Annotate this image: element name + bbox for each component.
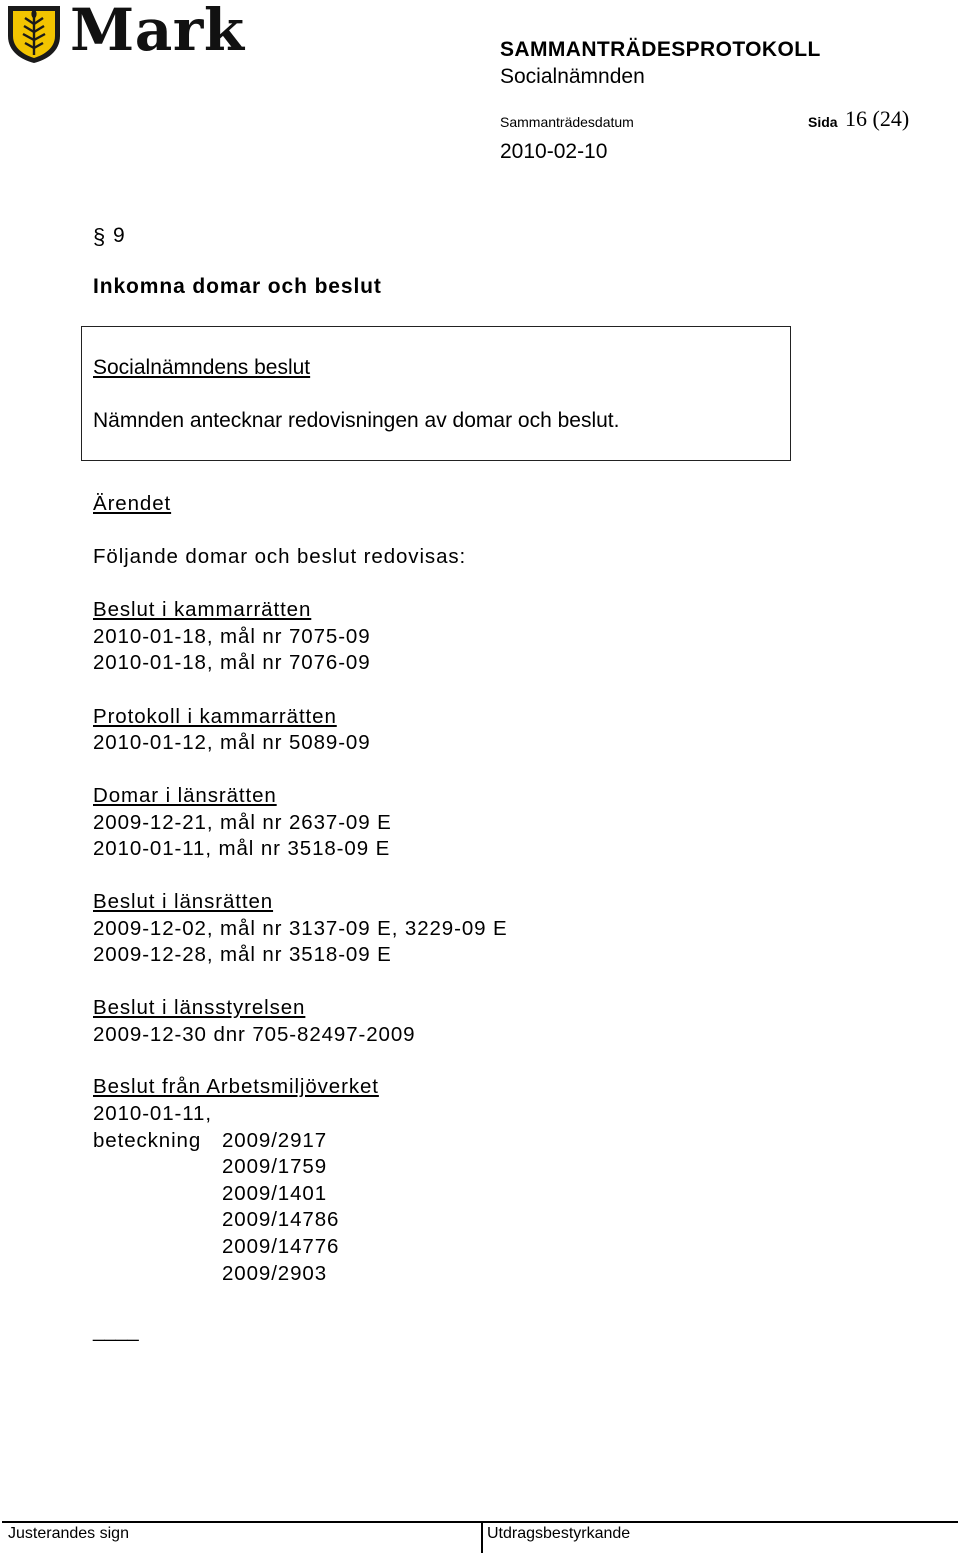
group-heading: Protokoll i kammarrätten (93, 705, 337, 728)
end-mark: ____ (93, 1319, 139, 1342)
group-line: 2009-12-02, mål nr 3137-09 E, 3229-09 E (93, 917, 508, 940)
paragraph-sign: § (93, 224, 106, 249)
group-line: 2009-12-28, mål nr 3518-09 E (93, 943, 392, 966)
reference-number: 2009/2903 (222, 1262, 328, 1285)
section-heading: Inkomna domar och beslut (93, 275, 382, 298)
reference-number: 2009/14786 (222, 1208, 340, 1231)
group-line: 2010-01-18, mål nr 7076-09 (93, 651, 371, 674)
matter-intro: Följande domar och beslut redovisas: (93, 545, 467, 568)
group-line: 2010-01-11, (93, 1102, 212, 1125)
group-heading: Beslut i länsrätten (93, 890, 274, 913)
certification-field-label: Utdragsbestyrkande (487, 1525, 631, 1542)
group-heading: Domar i länsrätten (93, 784, 277, 807)
logo-wordmark: Mark (70, 0, 245, 64)
meeting-date: 2010-02-10 (500, 140, 608, 163)
group-heading: Beslut från Arbetsmiljöverket (93, 1075, 379, 1098)
reference-label: beteckning (93, 1129, 202, 1152)
decision-title: Socialnämndens beslut (93, 356, 311, 379)
footer-divider (2, 1521, 958, 1523)
group-heading: Beslut i länsstyrelsen (93, 996, 306, 1019)
coat-of-arms-icon (4, 2, 64, 64)
meeting-date-label: Sammanträdesdatum (500, 114, 634, 130)
footer-column-separator (481, 1521, 483, 1553)
group-line: 2010-01-18, mål nr 7075-09 (93, 625, 371, 648)
paragraph-number: 9 (113, 224, 125, 247)
group-line: 2010-01-12, mål nr 5089-09 (93, 731, 371, 754)
group-line: 2009-12-30 dnr 705-82497-2009 (93, 1023, 416, 1046)
reference-number: 2009/1401 (222, 1182, 328, 1205)
page-number: 16 (24) (845, 106, 910, 131)
page-label: Sida (808, 114, 838, 130)
reference-number: 2009/1759 (222, 1155, 328, 1178)
municipality-logo (0, 0, 245, 66)
signature-field-label: Justerandes sign (8, 1525, 129, 1542)
group-line: 2010-01-11, mål nr 3518-09 E (93, 837, 391, 860)
committee-name: Socialnämnden (500, 65, 645, 88)
matter-title: Ärendet (93, 492, 172, 515)
document-type-title: SAMMANTRÄDESPROTOKOLL (500, 38, 821, 61)
decision-text: Nämnden antecknar redovisningen av domar och beslut. (93, 409, 620, 432)
group-line: 2009-12-21, mål nr 2637-09 E (93, 811, 392, 834)
reference-number: 2009/2917 (222, 1129, 328, 1152)
group-heading: Beslut i kammarrätten (93, 598, 312, 621)
decision-box (81, 326, 791, 461)
reference-number: 2009/14776 (222, 1235, 340, 1258)
